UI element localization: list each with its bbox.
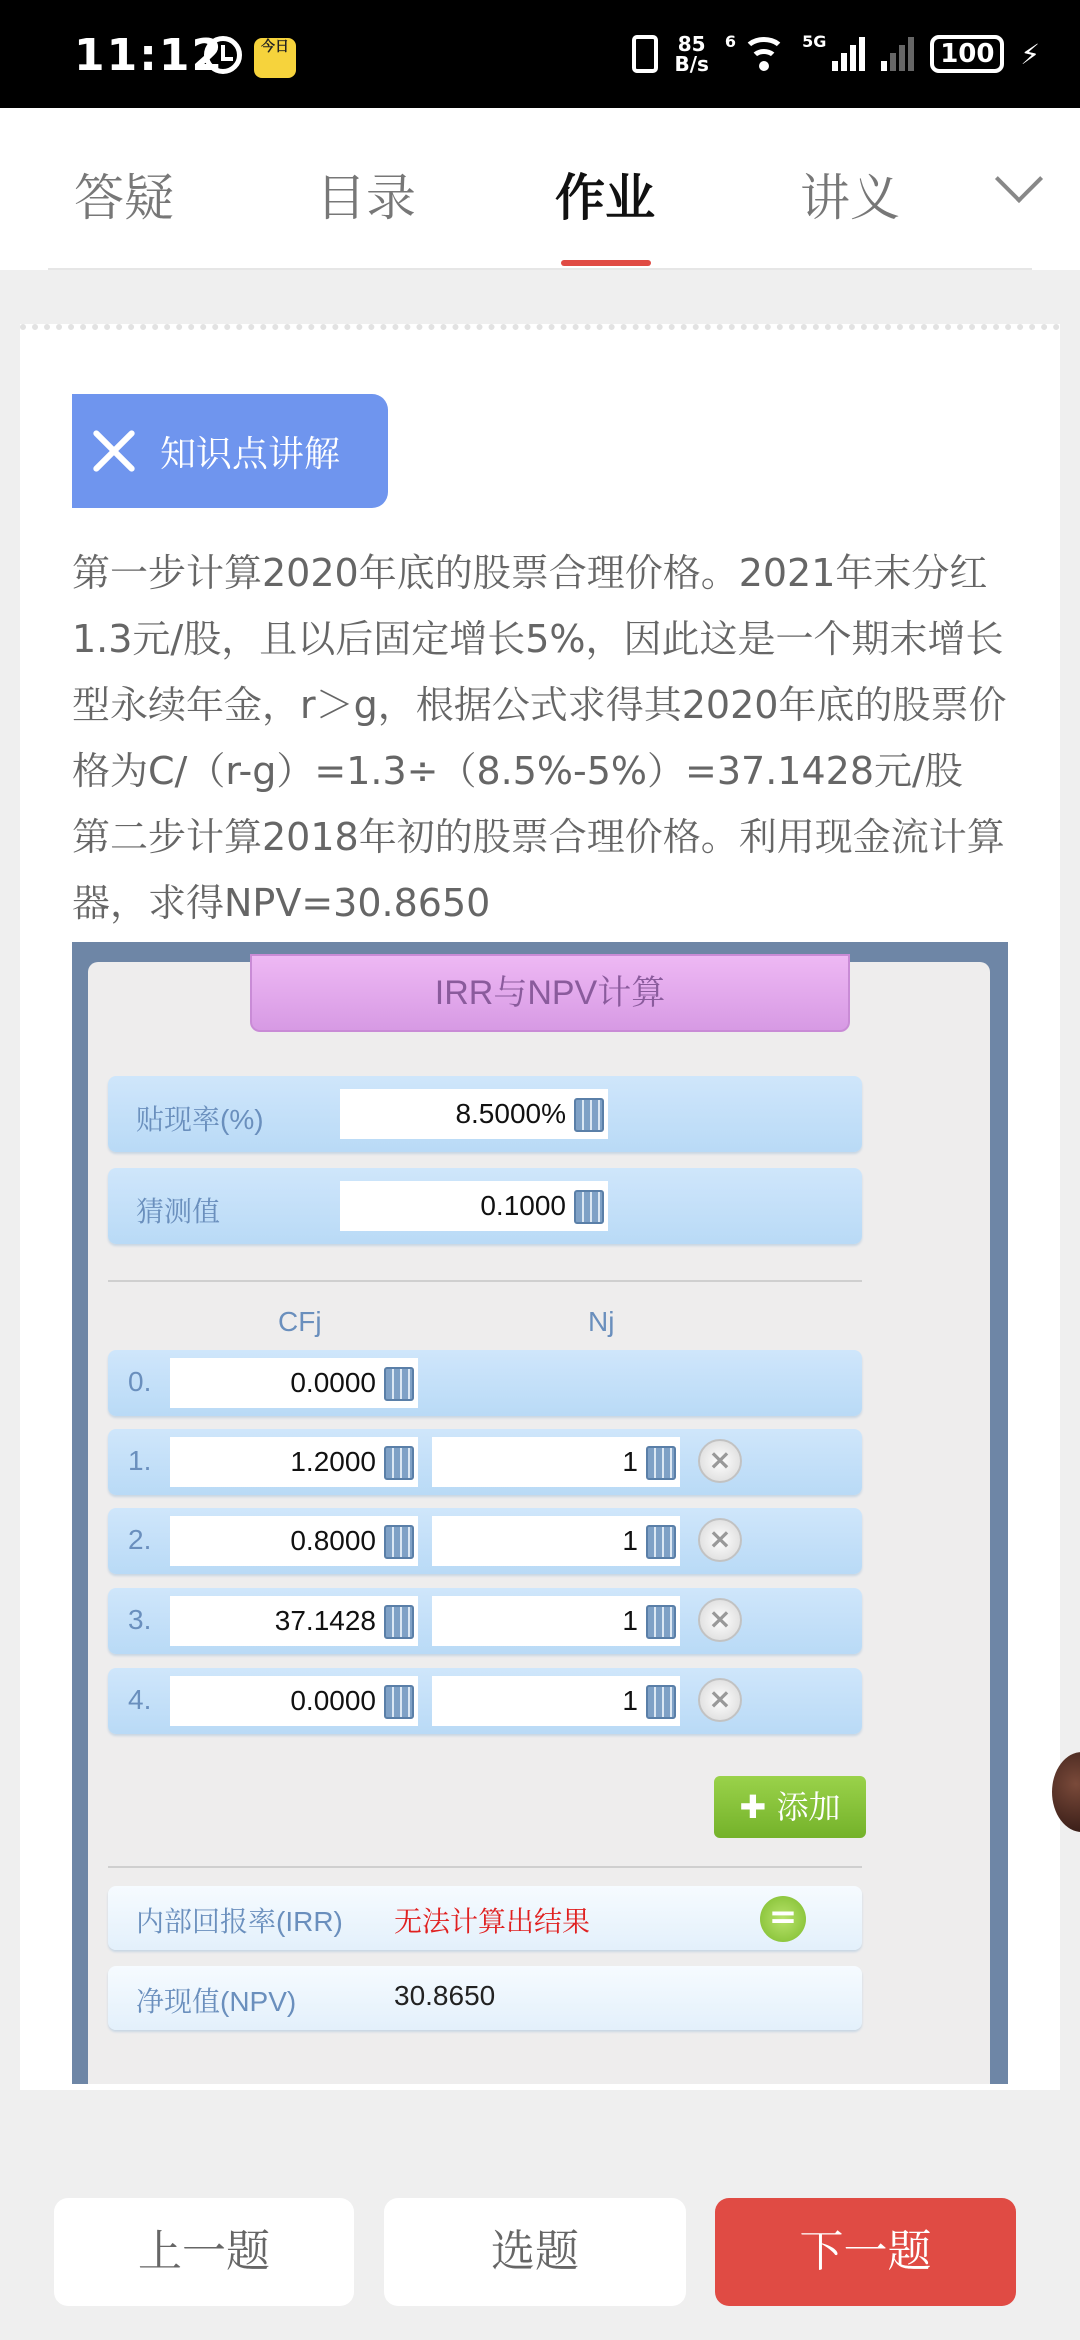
calculator-icon bbox=[646, 1685, 676, 1719]
prev-question-button[interactable]: 上一题 bbox=[54, 2198, 354, 2306]
select-question-button[interactable]: 选题 bbox=[384, 2198, 686, 2306]
cfj-field bbox=[170, 1516, 418, 1566]
knowledge-point-badge bbox=[72, 394, 388, 508]
guess-label: 猜测值 bbox=[136, 1196, 221, 1227]
alarm-icon bbox=[204, 36, 242, 74]
cfj-field bbox=[170, 1437, 418, 1487]
calculator-image bbox=[72, 942, 1008, 2084]
cfj-field bbox=[170, 1358, 418, 1408]
calculator-panel bbox=[88, 962, 990, 2084]
clock: 11:12 bbox=[74, 30, 225, 81]
asterisk-icon bbox=[86, 423, 142, 479]
calculator-icon bbox=[384, 1605, 414, 1639]
cfj-value: 0.0000 bbox=[290, 1685, 376, 1716]
explanation-text: 第一步计算2020年底的股票合理价格。2021年末分红1.3元/股，且以后固定增长5%，因此这是一个期末增长型永续年金，r＞g，根据公式求得其2020年底的股票价格为C/（r-g）=1.3÷（8.5%-5%）=37.1428元/股 第二步计算2018年初的股票合理价格。利用现金流计算器，求得NPV=30.8650 bbox=[72, 551, 1007, 925]
nj-field bbox=[432, 1676, 680, 1726]
calculator-icon bbox=[646, 1525, 676, 1559]
wifi-tag: 6 bbox=[724, 32, 737, 51]
guess-field bbox=[340, 1181, 608, 1231]
nj-value: 1 bbox=[622, 1685, 638, 1716]
signal-icon bbox=[832, 37, 865, 71]
row-index: 3. bbox=[128, 1604, 152, 1635]
calculator-icon bbox=[574, 1190, 604, 1224]
next-question-button[interactable]: 下一题 bbox=[715, 2198, 1016, 2306]
equals-icon: = bbox=[760, 1896, 806, 1942]
wifi-icon bbox=[742, 37, 786, 71]
cfj-value: 0.8000 bbox=[290, 1525, 376, 1556]
content-card bbox=[20, 324, 1060, 2090]
guess-row bbox=[108, 1168, 862, 1244]
network-speed-unit: B/s bbox=[674, 52, 709, 76]
bottom-nav bbox=[0, 2090, 1080, 2340]
row-index: 0. bbox=[128, 1366, 152, 1397]
calculator-icon bbox=[646, 1605, 676, 1639]
network-speed-value: 85 bbox=[677, 32, 706, 56]
row-index: 2. bbox=[128, 1524, 152, 1555]
remove-row-icon: × bbox=[698, 1518, 742, 1562]
calculator-icon bbox=[646, 1446, 676, 1480]
tab-catalog[interactable]: 目录 bbox=[316, 169, 416, 227]
npv-result-row bbox=[108, 1966, 862, 2030]
row-index: 1. bbox=[128, 1445, 152, 1476]
cfj-field bbox=[170, 1676, 418, 1726]
network-speed bbox=[674, 34, 708, 74]
mobile-tag: 5G bbox=[802, 32, 827, 51]
divider bbox=[108, 1280, 862, 1282]
calculator-title: IRR与NPV计算 bbox=[250, 954, 850, 1032]
charging-icon: ⚡ bbox=[1020, 37, 1040, 71]
cfj-field bbox=[170, 1596, 418, 1646]
calculator-icon bbox=[384, 1367, 414, 1401]
battery-icon: 100 bbox=[930, 35, 1004, 73]
column-header-nj: Nj bbox=[588, 1306, 615, 1337]
active-tab-indicator bbox=[561, 260, 651, 266]
vibrate-icon bbox=[632, 35, 658, 73]
remove-row-icon: × bbox=[698, 1439, 742, 1483]
tab-bar bbox=[0, 108, 1080, 270]
nj-value: 1 bbox=[622, 1525, 638, 1556]
nj-field bbox=[432, 1516, 680, 1566]
calculator-icon bbox=[384, 1446, 414, 1480]
npv-label: 净现值(NPV) bbox=[136, 1986, 297, 2017]
app-notification-icon: 今日 bbox=[254, 38, 296, 78]
irr-label: 内部回报率(IRR) bbox=[136, 1906, 343, 1937]
knowledge-point-label: 知识点讲解 bbox=[160, 433, 341, 475]
discount-rate-row bbox=[108, 1076, 862, 1152]
discount-rate-label: 贴现率(%) bbox=[136, 1104, 264, 1135]
discount-rate-field bbox=[340, 1089, 608, 1139]
status-icons bbox=[632, 32, 1040, 76]
column-header-cfj: CFj bbox=[278, 1306, 322, 1337]
status-bar bbox=[0, 0, 1080, 108]
cashflow-row bbox=[108, 1508, 862, 1574]
cfj-value: 37.1428 bbox=[274, 1605, 376, 1636]
nj-value: 1 bbox=[622, 1446, 638, 1477]
add-row-label: 添加 bbox=[776, 1788, 841, 1826]
cfj-value: 1.2000 bbox=[290, 1446, 376, 1477]
npv-value: 30.8650 bbox=[394, 1980, 496, 2011]
tab-homework[interactable]: 作业 bbox=[555, 169, 655, 227]
irr-result-row bbox=[108, 1886, 862, 1950]
remove-row-icon: × bbox=[698, 1678, 742, 1722]
calculator-icon bbox=[384, 1525, 414, 1559]
calculator-icon bbox=[574, 1098, 604, 1132]
nj-value: 1 bbox=[622, 1605, 638, 1636]
tab-divider bbox=[48, 268, 1032, 270]
tab-handout[interactable]: 讲义 bbox=[800, 169, 900, 227]
divider bbox=[108, 1866, 862, 1868]
cashflow-row bbox=[108, 1668, 862, 1734]
add-row-button: ✚ 添加 bbox=[714, 1776, 866, 1838]
nj-field bbox=[432, 1437, 680, 1487]
cfj-value: 0.0000 bbox=[290, 1367, 376, 1398]
tab-qa[interactable]: 答疑 bbox=[74, 169, 174, 227]
row-index: 4. bbox=[128, 1684, 152, 1715]
irr-value: 无法计算出结果 bbox=[394, 1906, 591, 1937]
cashflow-row bbox=[108, 1429, 862, 1495]
cashflow-row bbox=[108, 1350, 862, 1416]
guess-value: 0.1000 bbox=[480, 1190, 566, 1221]
discount-rate-value: 8.5000% bbox=[455, 1098, 566, 1129]
calculator-icon bbox=[384, 1685, 414, 1719]
nj-field bbox=[432, 1596, 680, 1646]
remove-row-icon: × bbox=[698, 1598, 742, 1642]
cashflow-row bbox=[108, 1588, 862, 1654]
signal-icon-secondary bbox=[881, 37, 914, 71]
